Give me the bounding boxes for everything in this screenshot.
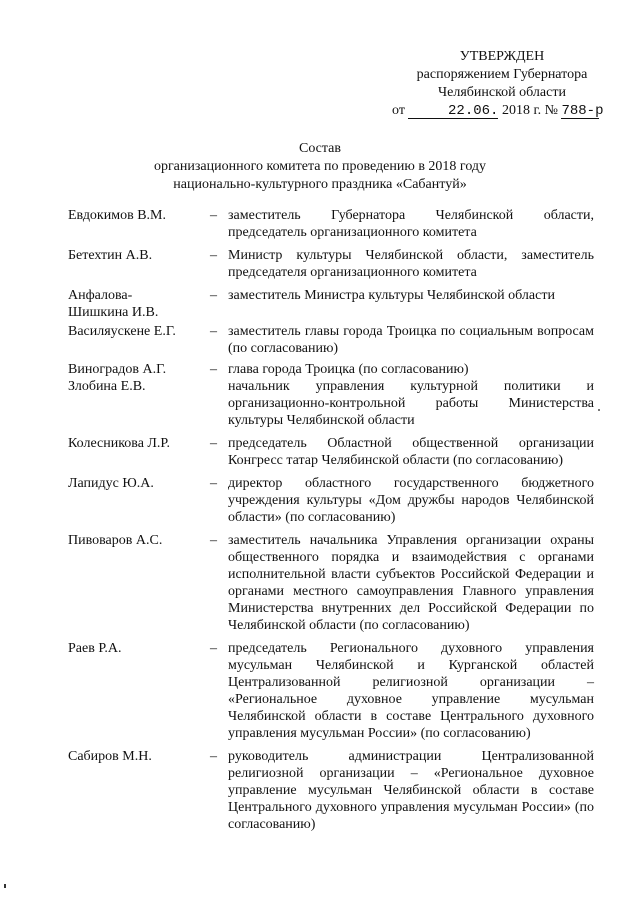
member-row — [68, 435, 594, 469]
member-name: Лапидус Ю.А. — [68, 476, 154, 491]
members-list — [68, 207, 594, 833]
member-dash: – — [210, 641, 217, 656]
member-name: Раев Р.А. — [68, 641, 122, 656]
member-dash: – — [210, 533, 217, 548]
member-role: Министр культуры Челябинской области, заместитель председателя организационного комитета — [228, 248, 594, 280]
member-dash: – — [210, 324, 217, 339]
member-role: начальник управления культурной политики и организационно-контрольной работы Министерства культуры Челябинской области — [228, 379, 594, 428]
heading-line-1: Состав — [298, 141, 341, 156]
member-name: Василяускене Е.Г. — [68, 324, 176, 339]
from-label: от — [392, 103, 405, 118]
member-name: Сабиров М.Н. — [68, 749, 152, 764]
approval-stamp — [392, 48, 612, 120]
scan-speck — [598, 409, 600, 411]
approval-line-2: Челябинской области — [438, 85, 566, 100]
member-name: Евдокимов В.М. — [68, 208, 166, 223]
approval-line-1: распоряжением Губернатора — [416, 67, 588, 82]
member-dash: – — [210, 362, 217, 377]
member-name: Анфалова- Шишкина И.В. — [68, 288, 159, 320]
scan-mark — [4, 884, 6, 888]
member-role: руководитель администрации Централизованной религиозной организации – «Региональное духовное управление мусульман Челябинской области в составе Центрального духовного управления мусульман России» (по согласованию) — [228, 749, 594, 832]
member-dash: – — [210, 208, 217, 223]
member-row — [68, 532, 594, 634]
member-dash: – — [210, 436, 217, 451]
heading-line-2: организационного комитета по проведению в 2018 году — [153, 159, 487, 174]
member-dash: – — [210, 248, 217, 263]
member-name: Пивоваров А.С. — [68, 533, 163, 548]
heading-line-3: национально-культурного праздника «Сабантуй» — [173, 177, 467, 192]
approval-date: 22.06. — [408, 104, 498, 119]
member-name: Бетехтин А.В. — [68, 248, 153, 263]
document-heading — [120, 140, 520, 194]
approval-year: 2018 г. № — [501, 103, 558, 118]
member-role: заместитель главы города Троицка по социальным вопросам (по согласованию) — [228, 324, 594, 356]
member-row — [68, 361, 594, 378]
approval-number: 788-р — [561, 103, 604, 119]
member-name: Колесникова Л.Р. — [68, 436, 170, 451]
member-row — [68, 287, 594, 321]
member-role: заместитель Министра культуры Челябинской области — [228, 288, 555, 303]
member-row — [68, 475, 594, 526]
member-row — [68, 323, 594, 357]
approval-title: УТВЕРЖДЕН — [459, 49, 545, 64]
member-row — [68, 640, 594, 742]
member-row — [68, 207, 594, 241]
member-name: Виноградов А.Г. — [68, 362, 167, 377]
member-row — [68, 748, 594, 833]
member-role: заместитель начальника Управления организации охраны общественного порядка и взаимодействия с органами исполнительной власти субъектов Российской Федерации и органами местного самоуправления Главного управления Министерства внутренних дел Российской Федерации по Челябинской области (по согласованию) — [228, 533, 594, 633]
member-role: глава города Троицка (по согласованию) — [228, 362, 469, 377]
member-role: заместитель Губернатора Челябинской области, председатель организационного комитета — [228, 208, 594, 240]
member-role: председатель Регионального духовного управления мусульман Челябинской и Курганской областей Централизованной религиозной организации – «Региональное духовное управление мусульман Челябинской области в составе Центрального духовного управления мусульман России» (по согласованию) — [228, 641, 594, 741]
member-dash: – — [210, 476, 217, 491]
member-row — [68, 378, 594, 429]
member-role: председатель Областной общественной организации Конгресс татар Челябинской области (по согласованию) — [228, 436, 594, 468]
member-row — [68, 247, 594, 281]
member-dash: – — [210, 749, 217, 764]
approval-date-line — [392, 102, 612, 120]
member-name: Злобина Е.В. — [68, 379, 146, 394]
member-dash: – — [210, 288, 217, 303]
member-role: директор областного государственного бюджетного учреждения культуры «Дом дружбы народов Челябинской области» (по согласованию) — [228, 476, 594, 525]
